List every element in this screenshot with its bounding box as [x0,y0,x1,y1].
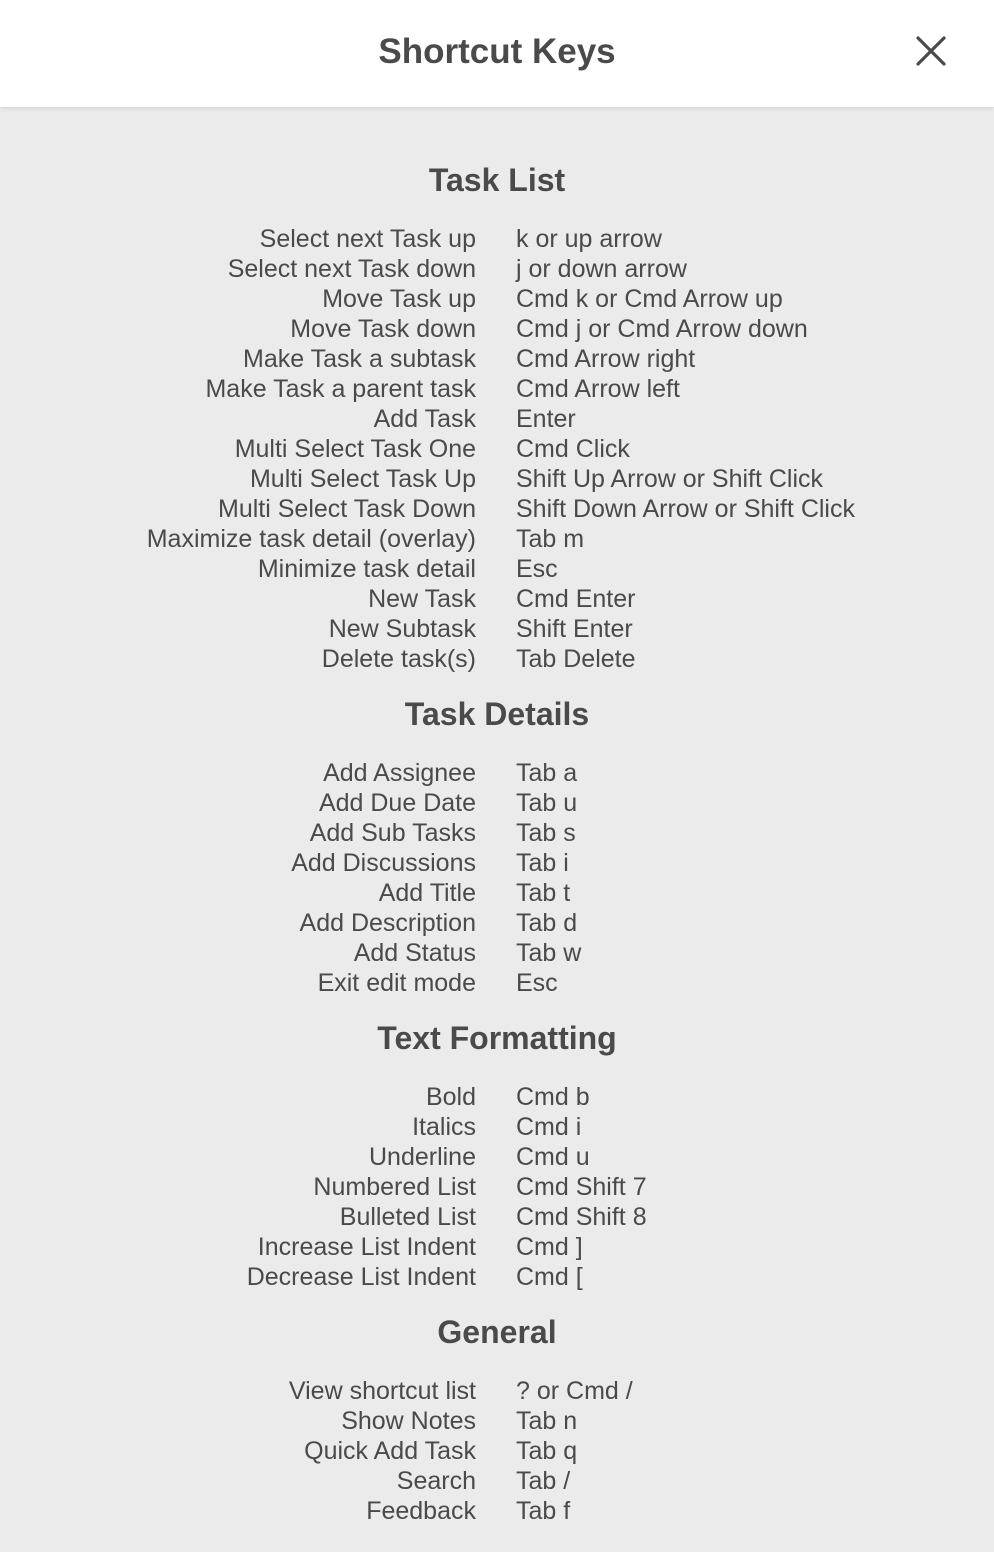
shortcut-keys: Cmd k or Cmd Arrow up [516,285,783,313]
shortcut-keys: Cmd i [516,1113,582,1141]
shortcut-row [0,1082,994,1112]
section-rows-text-formatting [0,1082,994,1292]
shortcut-action-label: Make Task a parent task [205,375,476,403]
shortcut-action-label: Select next Task down [227,255,476,283]
section-rows-task-details [0,758,994,998]
shortcut-keys: Tab s [516,819,576,847]
shortcut-action-label: Numbered List [313,1173,476,1201]
shortcut-keys: Cmd ] [516,1233,583,1261]
shortcut-action-label: Increase List Indent [257,1233,476,1261]
shortcut-action-label: Multi Select Task Down [218,495,476,523]
shortcut-keys: Shift Down Arrow or Shift Click [516,495,855,523]
shortcut-action-label: Add Title [378,879,476,907]
shortcut-action-label: Add Assignee [323,759,476,787]
shortcut-row [0,404,994,434]
shortcut-action-label: Show Notes [341,1407,476,1435]
shortcut-action-label: Search [396,1467,476,1495]
shortcut-row [0,1466,994,1496]
shortcut-keys: j or down arrow [516,255,687,283]
close-icon [908,30,952,74]
shortcut-action-label: New Subtask [328,615,476,643]
shortcut-row [0,434,994,464]
shortcut-keys: Tab Delete [516,645,636,673]
shortcut-action-label: Add Sub Tasks [309,819,476,847]
shortcut-row [0,758,994,788]
shortcut-keys: Tab t [516,879,571,907]
shortcut-keys: Esc [516,555,558,583]
shortcut-action-label: New Task [368,585,476,613]
shortcut-row [0,1232,994,1262]
shortcut-action-label: Add Due Date [318,789,476,817]
shortcut-row [0,908,994,938]
shortcut-keys: Cmd Shift 7 [516,1173,647,1201]
shortcut-keys: Tab n [516,1407,578,1435]
shortcut-action-label: Decrease List Indent [246,1263,476,1291]
section-title-task-list: Task List [428,162,566,198]
shortcut-action-label: Multi Select Task Up [249,465,476,493]
shortcut-keys: Cmd u [516,1143,590,1171]
shortcut-keys: Cmd b [516,1083,590,1111]
shortcut-keys: Cmd Arrow left [516,375,680,403]
shortcut-keys: Cmd Click [516,435,630,463]
shortcut-keys: Cmd j or Cmd Arrow down [516,315,808,343]
shortcut-keys: Tab w [516,939,582,967]
shortcut-action-label: Multi Select Task One [234,435,476,463]
close-button[interactable] [908,30,952,74]
shortcut-keys: Esc [516,969,558,997]
shortcut-action-label: Underline [368,1143,476,1171]
shortcut-row [0,938,994,968]
shortcut-keys: ? or Cmd / [516,1377,633,1405]
shortcut-action-label: Make Task a subtask [243,345,476,373]
shortcut-action-label: Bold [425,1083,476,1111]
shortcut-action-label: Add Discussions [291,849,476,877]
shortcut-row [0,1496,994,1526]
shortcut-row [0,968,994,998]
shortcut-row [0,464,994,494]
shortcut-row [0,878,994,908]
shortcut-keys: Tab m [516,525,585,553]
shortcut-keys: Cmd [ [516,1263,583,1291]
shortcut-action-label: Italics [412,1113,476,1141]
shortcut-action-label: Exit edit mode [317,969,476,997]
shortcut-row [0,524,994,554]
shortcut-action-label: Add Description [299,909,476,937]
shortcut-row [0,584,994,614]
shortcut-row [0,1202,994,1232]
shortcut-row [0,1262,994,1292]
shortcut-keys: Tab f [516,1497,571,1525]
section-rows-task-list [0,224,994,674]
shortcut-keys: Tab a [516,759,578,787]
shortcut-row [0,1142,994,1172]
shortcut-row [0,254,994,284]
shortcut-row [0,818,994,848]
shortcut-action-label: Minimize task detail [257,555,476,583]
modal-title: Shortcut Keys [378,32,616,71]
shortcut-row [0,1406,994,1436]
shortcut-keys: Tab / [516,1467,571,1495]
shortcut-keys: k or up arrow [516,225,662,253]
shortcut-row [0,614,994,644]
shortcut-action-label: Move Task down [290,315,476,343]
shortcut-row [0,1436,994,1466]
shortcut-action-label: Feedback [366,1497,476,1525]
shortcut-keys: Shift Up Arrow or Shift Click [516,465,824,493]
shortcut-action-label: Quick Add Task [304,1437,476,1465]
shortcut-action-label: Move Task up [322,285,476,313]
shortcut-action-label: Maximize task detail (overlay) [146,525,476,553]
shortcut-keys: Enter [516,405,576,433]
shortcut-action-label: Add Task [373,405,476,433]
shortcut-keys: Shift Enter [516,615,633,643]
shortcut-row [0,848,994,878]
shortcut-keys: Tab u [516,789,578,817]
shortcut-row [0,554,994,584]
shortcut-row [0,644,994,674]
shortcut-row [0,314,994,344]
modal-header [0,0,994,107]
section-title-general: General [437,1314,557,1350]
shortcut-row [0,1376,994,1406]
section-title-text-formatting: Text Formatting [377,1020,617,1056]
shortcut-action-label: Bulleted List [339,1203,476,1231]
shortcut-row [0,1112,994,1142]
shortcut-row [0,374,994,404]
shortcut-action-label: Add Status [353,939,476,967]
shortcut-action-label: Select next Task up [259,225,476,253]
shortcut-row [0,1172,994,1202]
shortcut-keys: Tab i [516,849,569,877]
shortcut-keys: Cmd Shift 8 [516,1203,647,1231]
shortcut-keys: Tab d [516,909,578,937]
shortcut-keys: Cmd Arrow right [516,345,696,373]
shortcut-row [0,494,994,524]
shortcut-row [0,344,994,374]
shortcut-row [0,224,994,254]
shortcut-action-label: Delete task(s) [321,645,476,673]
section-title-task-details: Task Details [404,696,590,732]
shortcut-row [0,284,994,314]
section-rows-general [0,1376,994,1526]
shortcut-row [0,788,994,818]
shortcut-keys: Tab q [516,1437,578,1465]
shortcut-keys: Cmd Enter [516,585,636,613]
shortcut-action-label: View shortcut list [288,1377,476,1405]
